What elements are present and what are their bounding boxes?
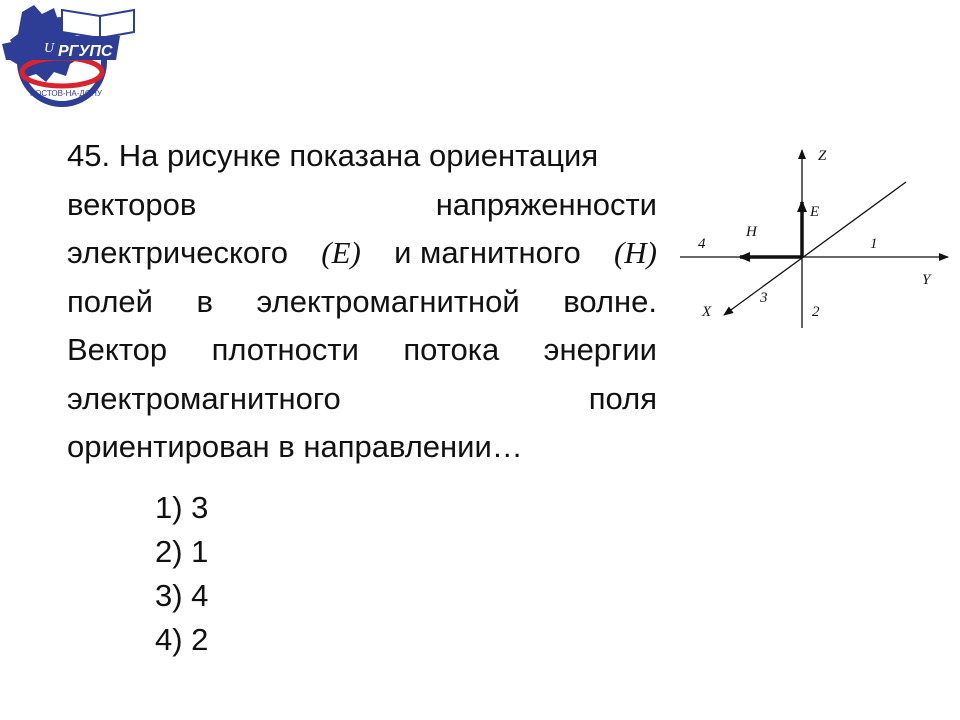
question-line-4: полей в электромагнитной волне. [67, 283, 657, 319]
question-line-1-text: На рисунке показана ориентация [118, 138, 599, 173]
h-vector-label: H [746, 224, 757, 240]
h-symbol: (H) [613, 235, 657, 270]
question-line-2: векторов напряженности [67, 186, 657, 222]
x-axis [724, 182, 906, 315]
vector-diagram [676, 138, 956, 338]
question-line-7: ориентирован в направлении… [67, 429, 523, 464]
book-page-icon [100, 10, 134, 38]
e-symbol: (E) [321, 235, 361, 270]
y-axis-label: Y [922, 272, 931, 288]
question-number: 45. [67, 138, 111, 173]
x-axis-label: X [702, 304, 712, 320]
answer-option-4[interactable]: 4) 2 [155, 622, 209, 657]
university-logo [0, 0, 140, 110]
question-line-5: Вектор плотности потока энергии [67, 332, 657, 367]
logo-letter: U [44, 41, 55, 56]
e-vector-label: E [810, 204, 820, 220]
book-icon [62, 10, 100, 38]
direction-label-3: 3 [760, 290, 768, 306]
answer-option-3[interactable]: 3) 4 [155, 578, 209, 613]
question-line-6: электромагнитного поля [67, 380, 657, 416]
answer-option-2[interactable]: 2) 1 [155, 534, 209, 569]
logo-text: РГУПС [58, 43, 113, 60]
question-line-1 [67, 132, 657, 181]
direction-label-1: 1 [870, 236, 878, 252]
direction-label-4: 4 [698, 236, 706, 252]
question-line-3: электрического (E) и магнитного (H) [67, 229, 657, 278]
question-text [67, 132, 657, 472]
z-axis-label: Z [818, 148, 827, 164]
logo-ring-text: РОСТОВ-НА-ДОНУ [30, 89, 102, 98]
answer-option-1[interactable]: 1) 3 [155, 490, 209, 525]
answer-options [155, 486, 208, 662]
direction-label-2: 2 [812, 304, 820, 320]
